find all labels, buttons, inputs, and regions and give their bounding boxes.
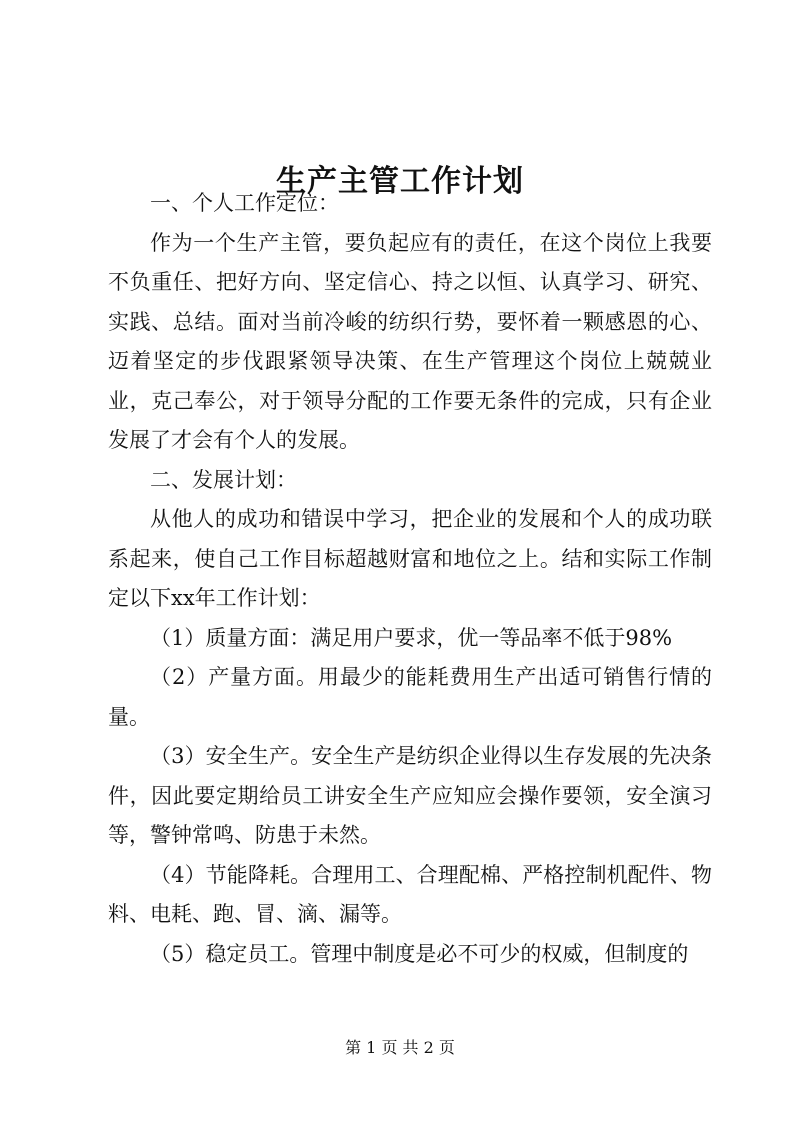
plan-item-energy-saving: （4）节能降耗。合理用工、合理配棉、严格控制机配件、物料、电耗、跑、冒、滴、漏等。 <box>108 862 712 926</box>
document-title: 生产主管工作计划 <box>276 164 524 200</box>
section-heading-positioning: 一、个人工作定位： <box>150 191 339 215</box>
document-body <box>108 184 712 974</box>
paragraph-development-plan: 从他人的成功和错误中学习，把企业的发展和个人的成功联系起来，使自己工作目标超越财富和地位之上。结和实际工作制定以下xx年工作计划： <box>108 507 712 610</box>
plan-item-quality: （1）质量方面：满足用户要求，优一等品率不低于98% <box>150 625 673 650</box>
plan-item-output: （2）产量方面。用最少的能耗费用生产出适可销售行情的量。 <box>108 665 712 729</box>
page-number: 第 1 页 共 2 页 <box>345 1038 455 1057</box>
plan-item-staff-stability: （5）稳定员工。管理中制度是必不可少的权威，但制度的 <box>150 941 689 966</box>
section-heading-development-plan: 二、发展计划： <box>150 467 297 492</box>
paragraph-positioning: 作为一个生产主管，要负起应有的责任，在这个岗位上我要不负重任、把好方向、坚定信心、持之以恒、认真学习、研究、实践、总结。面对当前冷峻的纺织行势，要怀着一颗感恩的心、迈着坚定的步伐跟紧领导决策、在生产管理这个岗位上兢兢业业，克己奉公，对于领导分配的工作要无条件的完成，只有企业发展了才会有个人的发展。 <box>108 230 712 452</box>
plan-item-safety: （3）安全生产。安全生产是纺织企业得以生存发展的先决条件，因此要定期给员工讲安全生产应知应会操作要领，安全演习等，警钟常鸣、防患于未然。 <box>108 744 712 847</box>
